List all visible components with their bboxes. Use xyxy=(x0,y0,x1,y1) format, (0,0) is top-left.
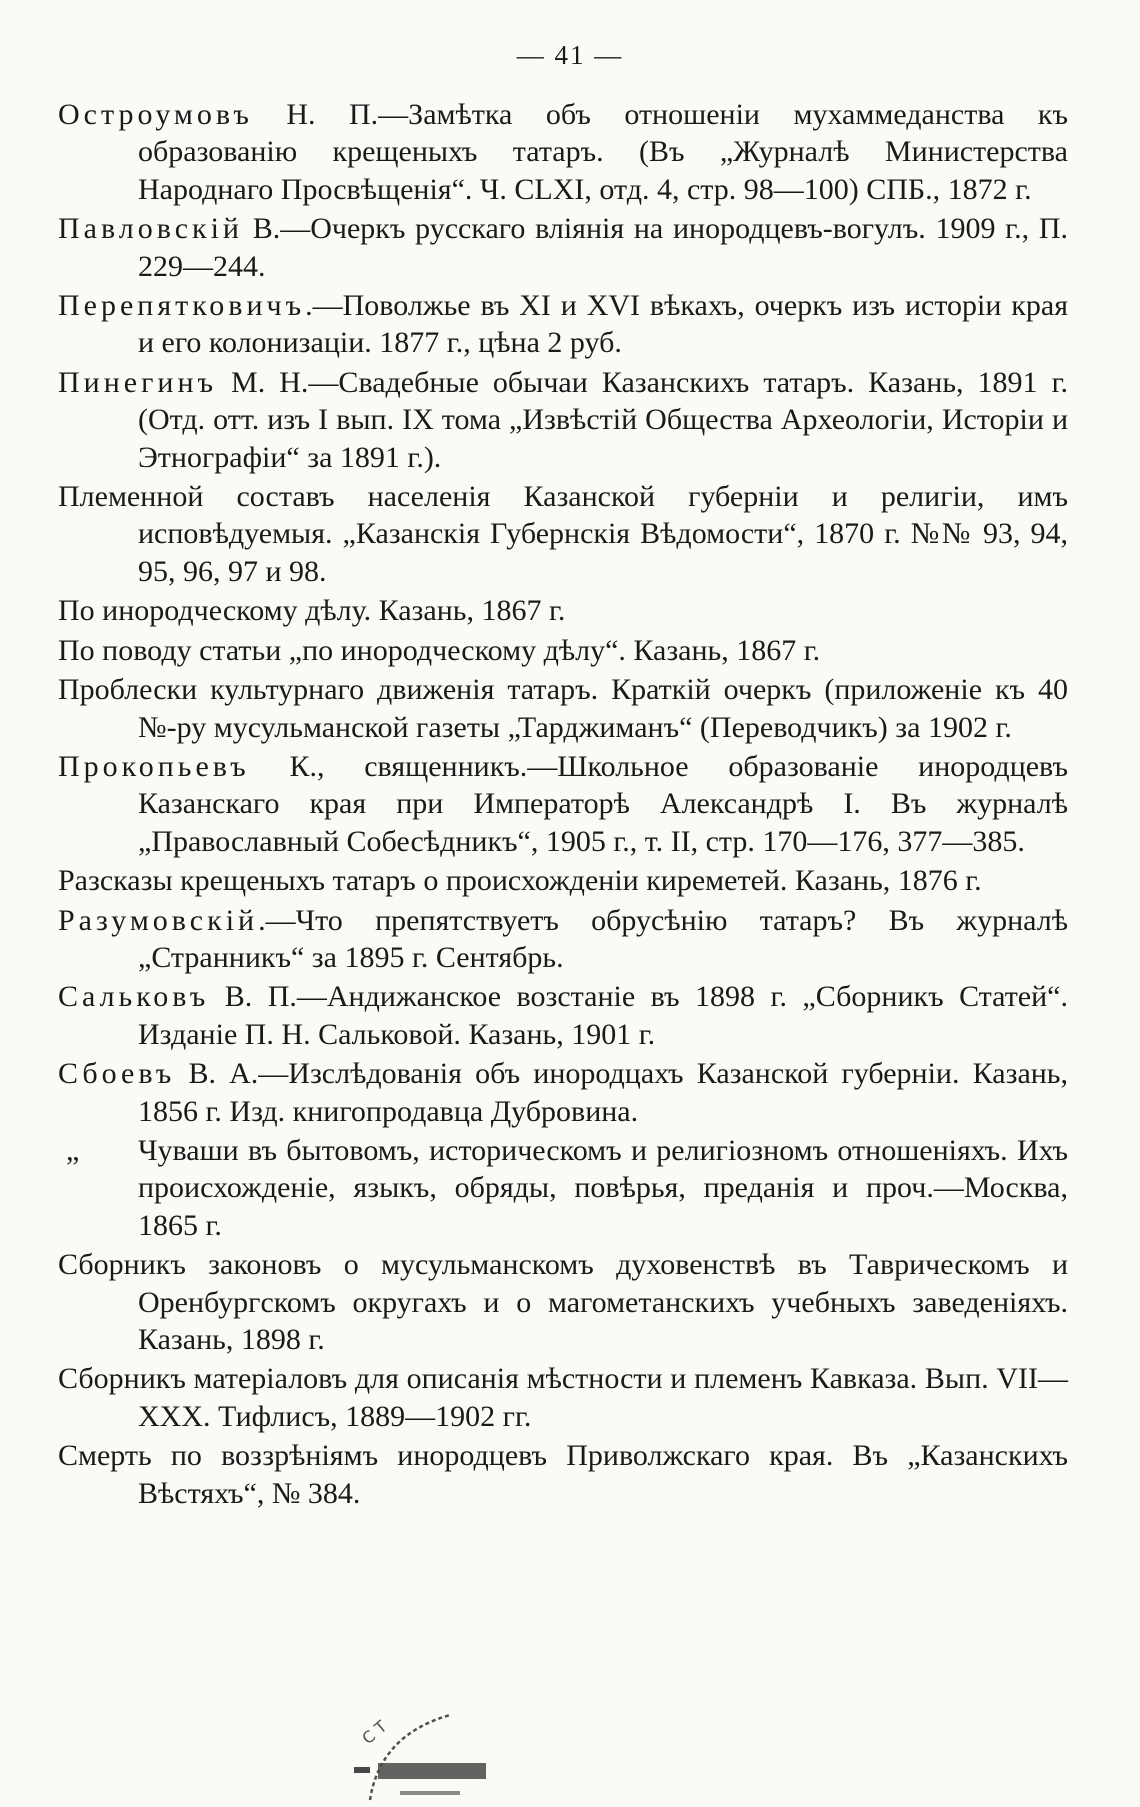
bibliography-entry xyxy=(58,96,1068,208)
bibliography-list xyxy=(58,96,1068,1514)
entry-text: .—Что препятствуетъ обрусѣнiю татаръ? Въ журналѣ „Странникъ“ за 1895 г. Сентябрь. xyxy=(138,903,1068,974)
entry-text: По поводу статьи „по инородческому дѣлу“. Казань, 1867 г. xyxy=(58,633,821,667)
ditto-mark: „ xyxy=(66,1133,80,1167)
entry-author: Прокопьевъ xyxy=(58,749,250,783)
entry-text: В. А.—Изслѣдованiя объ инородцахъ Казанской губернiи. Казань, 1856 г. Изд. книгопродавца Дубровина. xyxy=(138,1057,1068,1128)
bibliography-entry xyxy=(58,1132,1068,1244)
bibliography-entry xyxy=(58,364,1068,476)
bibliography-entry xyxy=(58,978,1068,1053)
entry-text: Н. П.—Замѣтка объ отношенiи мухаммеданства къ образованiю крещеныхъ татаръ. (Въ „Журналѣ Министерства Народнаго Просвѣщенiя“. Ч. CLXI, отд. 4, стр. 98—100) СПБ., 1872 г. xyxy=(138,98,1068,206)
entry-text: В. П.—Андижанское возстанiе въ 1898 г. „Сборникъ Статей“. Изданiе П. Н. Сальковой. Казань, 1901 г. xyxy=(138,980,1068,1051)
entry-text: Разсказы крещеныхъ татаръ о происхожденiи киреметей. Казань, 1876 г. xyxy=(58,864,982,898)
bibliography-entry xyxy=(58,671,1068,746)
bibliography-entry xyxy=(58,210,1068,285)
bibliography-entry xyxy=(58,862,1068,899)
bibliography-entry xyxy=(58,632,1068,669)
entry-text: Чуваши въ бытовомъ, историческомъ и религiозномъ отношенiяхъ. Ихъ происхожденiе, языкъ, обряды, повѣрья, преданiя и проч.—Москва, 1865 г. xyxy=(138,1133,1068,1242)
entry-author: Павловскiй xyxy=(58,212,243,246)
entry-text: .—Поволжье въ XI и XVI вѣкахъ, очеркъ изъ исторiи края и его колонизацiи. 1877 г., цѣна 2 руб. xyxy=(138,289,1068,360)
bibliography-entry xyxy=(58,1055,1068,1130)
entry-text: Племенной составъ населенiя Казанской губернiи и религiи, имъ исповѣдуемыя. „Казанскiя Губернскiя Вѣдомости“, 1870 г. №№ 93, 94, 95, 96, 97 и 98. xyxy=(58,480,1068,588)
bibliography-entry xyxy=(58,592,1068,629)
bibliography-entry xyxy=(58,1437,1068,1512)
bibliography-entry xyxy=(58,748,1068,860)
bibliography-entry xyxy=(58,287,1068,362)
bibliography-entry xyxy=(58,902,1068,977)
entry-text: Смерть по воззрѣнiямъ инородцевъ Приволжскаго края. Въ „Казанскихъ Вѣстяхъ“, № 384. xyxy=(58,1439,1068,1510)
entry-text: Сборникъ законовъ о мусульманскомъ духовенствѣ въ Таврическомъ и Оренбургскомъ округахъ и о магометанскихъ учебныхъ заведенiяхъ. Казань, 1898 г. xyxy=(58,1248,1068,1356)
entry-author: Сбоевъ xyxy=(58,1057,176,1091)
bibliography-entry xyxy=(58,1246,1068,1358)
library-stamp xyxy=(340,1705,580,1805)
svg-text:С Т: С Т xyxy=(358,1716,391,1749)
entry-text: М. Н.—Свадебные обычаи Казанскихъ татаръ. Казань, 1891 г. (Отд. отт. изъ I вып. IX тома „Извѣстiй Общества Археологiи, Исторiи и Этнографiи“ за 1891 г.). xyxy=(138,365,1068,474)
entry-text: В.—Очеркъ русскаго влiянiя на инородцевъ-вогулъ. 1909 г., П. 229—244. xyxy=(138,212,1068,283)
entry-author: Перепятковичъ xyxy=(58,289,306,323)
entry-text: Сборникъ матерiаловъ для описанiя мѣстности и племенъ Кавказа. Вып. VII—XXX. Тифлисъ, 1889—1902 гг. xyxy=(58,1362,1068,1433)
entry-author: Пинегинъ xyxy=(58,365,218,399)
entry-author: Сальковъ xyxy=(58,980,210,1014)
entry-author: Разумовскiй xyxy=(58,903,259,937)
page-number: — 41 — xyxy=(516,40,624,70)
entry-text: Проблески культурнаго движенiя татаръ. Краткiй очеркъ (приложенiе къ 40 №-ру мусульманской газеты „Тарджиманъ“ (Переводчикъ) за 1902 г. xyxy=(58,673,1068,744)
entry-author: Остроумовъ xyxy=(58,98,253,131)
bibliography-entry xyxy=(58,478,1068,590)
entry-text: К., священникъ.—Школьное образованiе инородцевъ Казанскаго края при Императорѣ Александрѣ I. Въ журналѣ „Православный Собесѣдникъ“, 1905 г., т. II, стр. 170—176, 377—385. xyxy=(138,749,1068,858)
bibliography-entry xyxy=(58,1360,1068,1435)
entry-text: По инородческому дѣлу. Казань, 1867 г. xyxy=(58,594,566,628)
